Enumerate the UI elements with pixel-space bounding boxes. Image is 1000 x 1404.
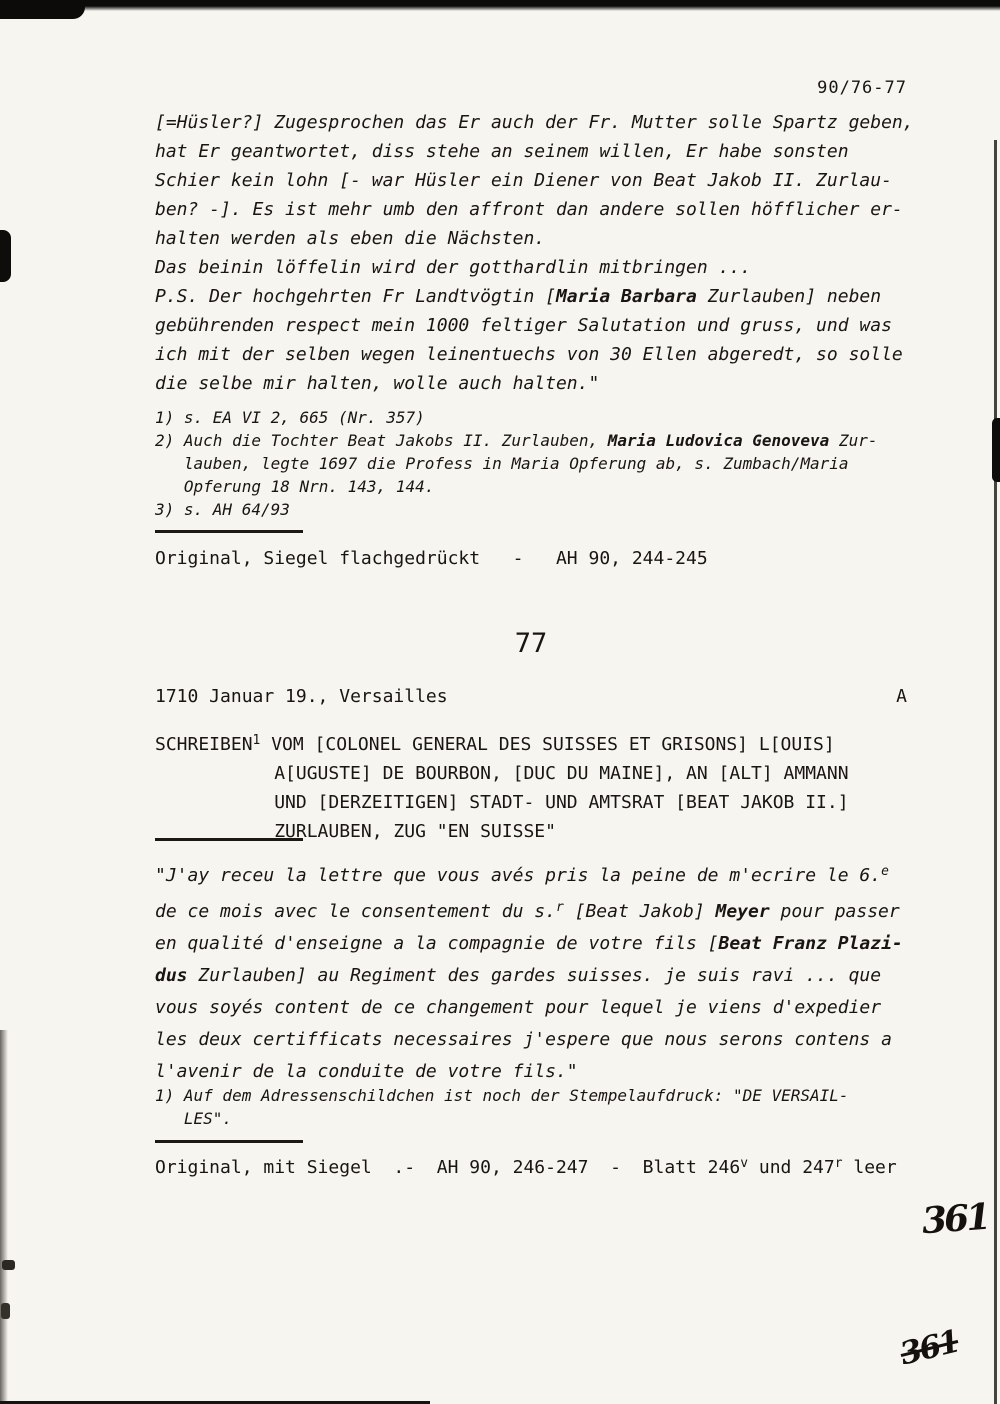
- text-line: P.S. Der hochgehrten Fr Landtvögtin [Maria Barbara Zurlauben] neben: [155, 286, 882, 307]
- text-line: "J'ay receu la lettre que vous avés pris la peine de m'ecrire le 6.$^e$: [155, 864, 889, 886]
- scan-artifact-left-blob: [0, 230, 11, 282]
- scan-artifact-top-edge: [0, 0, 1000, 11]
- entry-77-dateline: [155, 686, 907, 707]
- person-name-bold: Maria Barbara: [555, 286, 697, 307]
- separator-rule: [155, 530, 303, 533]
- scan-artifact-left-streak: [0, 1030, 8, 1404]
- footnote-1: 1) s. EA VI 2, 665 (Nr. 357): [155, 408, 425, 427]
- text-line: l'avenir de la conduite de votre fils.": [155, 1061, 578, 1082]
- separator-rule: [155, 838, 303, 841]
- footnote-2-continuation: Opferung 18 Nrn. 143, 144.: [183, 477, 435, 496]
- text-line: Schier kein lohn [- war Hüsler ein Diener von Beat Jakob II. Zurlau-: [155, 170, 892, 191]
- scan-artifact-left-mark: [1, 1303, 10, 1319]
- text-line: Das beinin löffelin wird der gotthardlin mitbringen ...: [155, 257, 752, 278]
- superscript-folio-verso: v: [740, 1156, 749, 1171]
- superscript: r: [555, 900, 564, 915]
- footnote-1-continuation: LES".: [183, 1109, 233, 1128]
- text-line: halten werden als eben die Nächsten.: [155, 228, 546, 249]
- text-line: hat Er geantwortet, diss stehe an seinem willen, Er habe sonsten: [155, 141, 849, 162]
- entry-77-quote: [155, 856, 903, 1088]
- entry-date: 1710 Januar 19., Versailles: [155, 686, 448, 707]
- text-line: ben? -]. Es ist mehr umb den affront dan andere sollen höfflicher er-: [155, 199, 903, 220]
- page-reference: 90/76-77: [817, 78, 907, 98]
- scan-artifact-right-blob: [992, 418, 1000, 482]
- text-line: die selbe mir halten, wolle auch halten.": [155, 373, 600, 394]
- person-name-bold: dus: [155, 965, 188, 986]
- footnote-marker: 1: [252, 733, 261, 748]
- superscript-folio-recto: r: [834, 1156, 843, 1171]
- text-line: gebührenden respect mein 1000 feltiger Salutation und gruss, und was: [155, 315, 892, 336]
- person-name-bold: Beat Franz Plazi-: [718, 933, 903, 954]
- person-name-bold: Meyer: [715, 901, 770, 922]
- text-line: en qualité d'enseigne a la compagnie de votre fils [Beat Franz Plazi-: [155, 933, 903, 954]
- scan-artifact-left-mark: [2, 1260, 15, 1270]
- heading-line: UND [DERZEITIGEN] STADT- UND AMTSRAT [BEAT JAKOB II.]: [274, 792, 849, 813]
- text-line: [=Hüsler?] Zugesprochen das Er auch der Fr. Mutter solle Spartz geben,: [155, 112, 914, 133]
- entry-76-provenance: Original, Siegel flachgedrückt - AH 90, 244-245: [155, 548, 708, 569]
- handwritten-number-bottom: 361: [896, 1323, 963, 1373]
- entry-76-quote: [155, 108, 914, 398]
- footnote-2: 2) Auch die Tochter Beat Jakobs II. Zurlauben, Maria Ludovica Genoveva Zur-: [155, 431, 878, 450]
- footnote-2-continuation: lauben, legte 1697 die Profess in Maria Opferung ab, s. Zumbach/Maria: [183, 454, 849, 473]
- entry-77-footnotes: [155, 1084, 849, 1130]
- text-line: dus Zurlauben] au Regiment des gardes suisses. je suis ravi ... que: [155, 965, 882, 986]
- entry-number: 77: [514, 628, 548, 659]
- separator-rule: [155, 1140, 303, 1143]
- superscript: e: [881, 864, 889, 879]
- entry-77-provenance: Original, mit Siegel .- AH 90, 246-247 - Blatt 246$^v$ und 247$^r$ leer: [155, 1156, 897, 1178]
- text-line: de ce mois avec le consentement du s.$^r$ [Beat Jakob] Meyer pour passer: [155, 900, 900, 922]
- heading-line: A[UGUSTE] DE BOURBON, [DUC DU MAINE], AN [ALT] AMMANN: [274, 763, 849, 784]
- series-letter: A: [896, 686, 907, 707]
- text-line: ich mit der selben wegen leinentuechs von 30 Ellen abgeredt, so solle: [155, 344, 903, 365]
- footnote-3: 3) s. AH 64/93: [155, 500, 290, 519]
- person-name-bold: Maria Ludovica Genoveva: [607, 431, 830, 450]
- text-line: vous soyés content de ce changement pour lequel je viens d'expedier: [155, 997, 882, 1018]
- handwritten-number-top: 361: [920, 1195, 990, 1243]
- entry-76-footnotes: [155, 406, 877, 521]
- heading-line: SCHREIBEN$^1$ VOM [COLONEL GENERAL DES SUISSES ET GRISONS] L[OUIS]: [155, 733, 835, 755]
- footnote-1: 1) Auf dem Adressenschildchen ist noch der Stempelaufdruck: "DE VERSAIL-: [155, 1086, 849, 1105]
- scan-artifact-top-left: [0, 0, 85, 19]
- scan-artifact-right-edge: [994, 140, 997, 1404]
- entry-77-heading: [155, 726, 849, 846]
- text-line: les deux certifficats necessaires j'espere que nous serons contens a: [155, 1029, 892, 1050]
- heading-line: ZURLAUBEN, ZUG "EN SUISSE": [274, 821, 556, 842]
